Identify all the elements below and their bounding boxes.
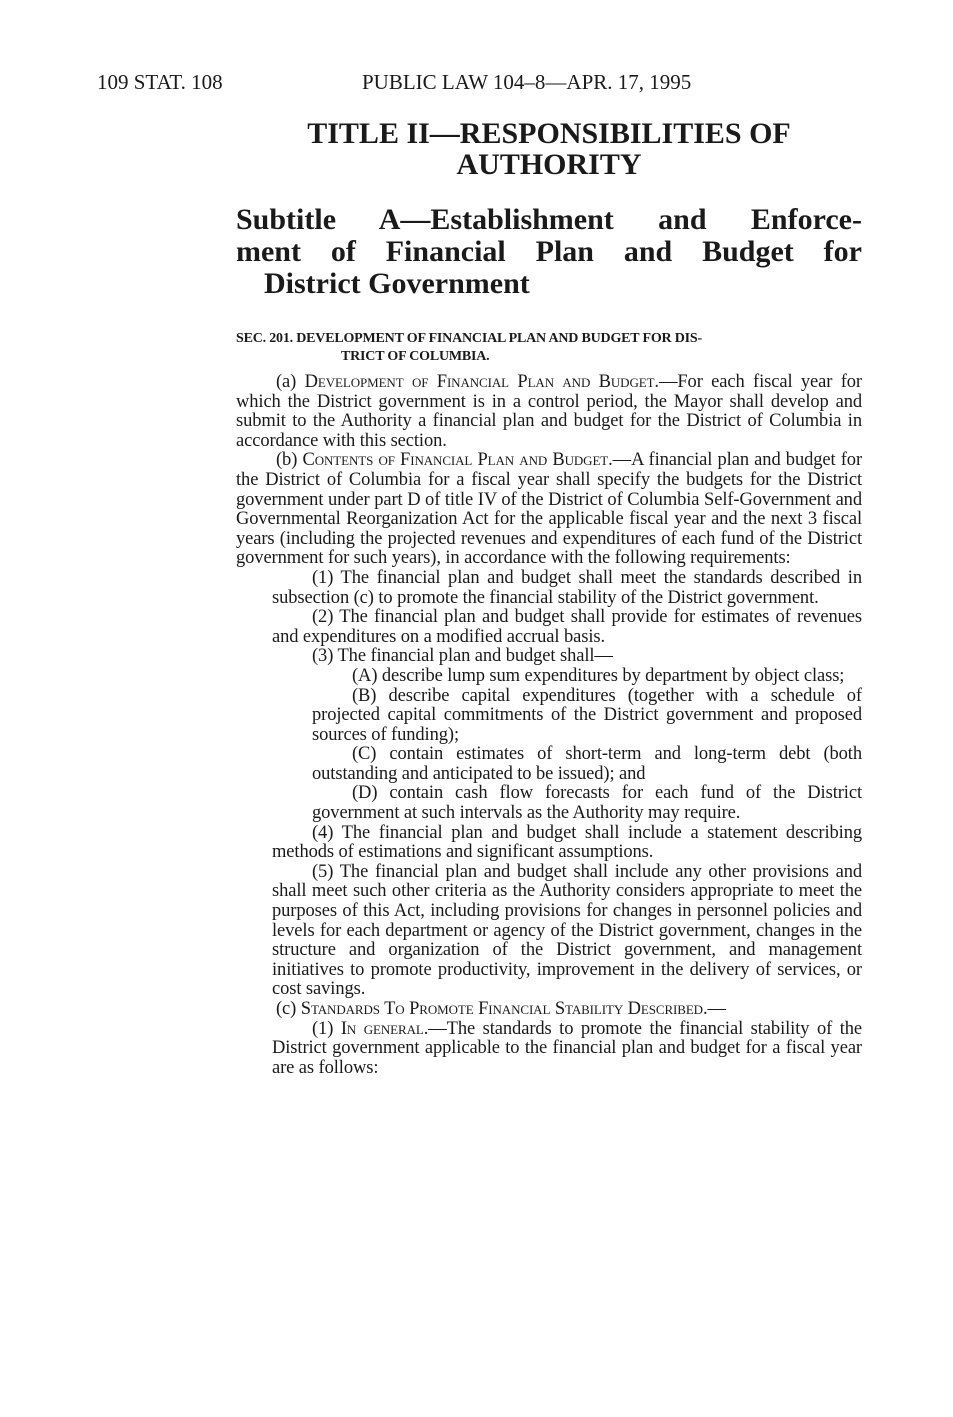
section-body — [236, 373, 862, 1078]
paragraph-text: —The standards to promote the financial stability of the District government applicable to the financial plan and budget for a fiscal year are as follows: — [272, 1018, 863, 1078]
subsection-heading: Contents of Financial Plan and Budget. — [302, 450, 613, 471]
paragraph-b2: (2) The financial plan and budget shall provide for estimates of revenues and expenditures on a modified accrual basis. — [272, 607, 862, 647]
subsection-a — [236, 373, 862, 451]
subsection-text: —For each fiscal year for which the District government is in a control period, the Mayor shall develop and submit to the Authority a financial plan and budget for the District of Columbia in accordance with this section. — [236, 372, 862, 451]
subsection-heading: Standards To Promote Financial Stability Described. — [300, 999, 708, 1019]
subtitle-line: District Government — [264, 267, 530, 300]
subtitle-line: Subtitle A—Establishment and Enforce- — [236, 203, 862, 236]
subparagraph-b3a: (A) describe lump sum expenditures by department by object class; — [352, 665, 845, 686]
subsection-label: (c) — [276, 999, 301, 1019]
subparagraph-b3c: (C) contain estimates of short-term and long-term debt (both outstanding and anticipated to be issued); and — [312, 744, 862, 784]
paragraph-heading: In general. — [340, 1018, 429, 1039]
section-heading — [236, 330, 862, 366]
subsection-text: —A financial plan and budget for the District of Columbia for a fiscal year shall specify the budgets for the District government under part D of title IV of the District of Columbia Self-Government and Governmental Reorganization Act for the applicable fiscal year and the next 3 fiscal years (including the projected revenues and expenditures of each fund of the District government for such years), in accordance with the following requirements: — [236, 450, 863, 569]
title-line: TITLE II—RESPONSIBILITIES OF — [307, 117, 791, 150]
subsection-label: (a) — [276, 372, 305, 392]
subsection-b — [236, 451, 862, 569]
subparagraph-b3b: (B) describe capital expenditures (together with a schedule of projected capital commitments of the District government and proposed sources of funding); — [312, 685, 862, 745]
statute-page-number: 109 STAT. 108 — [97, 70, 223, 94]
subsection-text: — — [707, 999, 726, 1019]
paragraph-b5: (5) The financial plan and budget shall include any other provisions and shall meet such other criteria as the Authority considers appropriate to meet the purposes of this Act, including provisions for changes in personnel policies and levels for each department or agency of the District government, changes in the structure and organization of the District government, and management initiatives to promote productivity, improvement in the delivery of services, or cost savings. — [272, 861, 862, 1000]
subsection-label: (b) — [276, 450, 303, 471]
paragraph-b3: (3) The financial plan and budget shall— — [312, 646, 613, 667]
subtitle-heading — [236, 204, 862, 300]
paragraph-label: (1) — [312, 1018, 341, 1039]
title-heading — [236, 118, 862, 180]
paragraph-b4: (4) The financial plan and budget shall include a statement describing methods of estimations and significant assumptions. — [272, 822, 862, 863]
subparagraph-b3d: (D) contain cash flow forecasts for each fund of the District government at such intervals as the Authority may require. — [312, 783, 862, 824]
subsection-c — [236, 1000, 862, 1020]
section-heading-line: TRICT OF COLUMBIA. — [341, 349, 490, 364]
paragraph-c1 — [236, 1020, 862, 1079]
subtitle-line: ment of Financial Plan and Budget for — [236, 235, 862, 268]
title-line: AUTHORITY — [456, 148, 642, 181]
public-law-citation: PUBLIC LAW 104–8—APR. 17, 1995 — [362, 70, 692, 94]
paragraph-b1: (1) The financial plan and budget shall meet the standards described in subsection (c) to promote the financial stability of the District government. — [272, 567, 862, 608]
section-heading-line: SEC. 201. DEVELOPMENT OF FINANCIAL PLAN AND BUDGET FOR DIS- — [236, 331, 702, 346]
subsection-heading: Development of Financial Plan and Budget. — [304, 372, 659, 392]
